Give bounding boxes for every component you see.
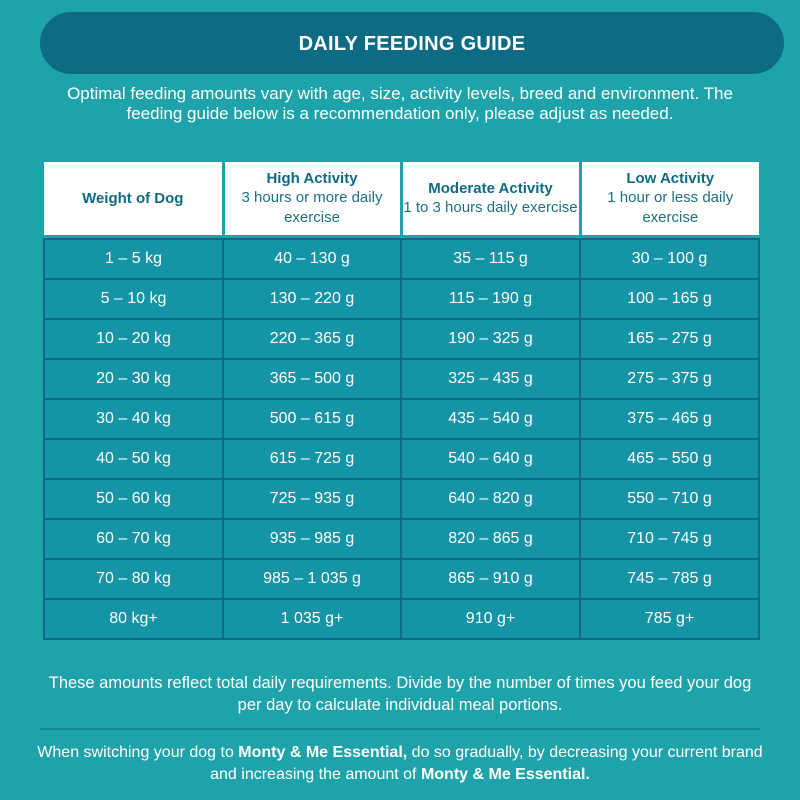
cell-moderate-activity: 640 – 820 g: [401, 479, 580, 519]
cell-high-activity: 985 – 1 035 g: [223, 559, 401, 599]
column-header-subtitle: 3 hours or more daily exercise: [241, 189, 383, 226]
cell-weight: 70 – 80 kg: [44, 559, 223, 599]
cell-low-activity: 275 – 375 g: [580, 359, 759, 399]
cell-high-activity: 615 – 725 g: [223, 439, 401, 479]
cell-moderate-activity: 190 – 325 g: [401, 319, 580, 359]
switching-note-text: do so gradually, by decreasing your current brand and increasing the amount of: [210, 744, 763, 783]
column-header-title: Low Activity: [626, 170, 715, 187]
switching-note-text: When switching your dog to: [37, 744, 239, 761]
cell-weight: 20 – 30 kg: [44, 359, 223, 399]
column-header-subtitle: 1 to 3 hours daily exercise: [403, 199, 578, 216]
table-row: [44, 599, 759, 639]
table-row: [44, 519, 759, 559]
cell-high-activity: 500 – 615 g: [223, 399, 401, 439]
cell-moderate-activity: 115 – 190 g: [401, 279, 580, 319]
cell-low-activity: 375 – 465 g: [580, 399, 759, 439]
cell-low-activity: 550 – 710 g: [580, 479, 759, 519]
cell-high-activity: 40 – 130 g: [223, 239, 401, 279]
column-header-weight: [44, 162, 223, 235]
column-header-low-activity: [580, 162, 759, 235]
cell-weight: 60 – 70 kg: [44, 519, 223, 559]
cell-low-activity: 465 – 550 g: [580, 439, 759, 479]
column-header-title: Moderate Activity: [428, 180, 553, 197]
cell-moderate-activity: 910 g+: [401, 599, 580, 639]
column-header-title: High Activity: [266, 170, 358, 187]
brand-name: Monty & Me Essential,: [238, 744, 408, 761]
table-row: [44, 359, 759, 399]
title-banner: [40, 12, 784, 74]
cell-moderate-activity: 540 – 640 g: [401, 439, 580, 479]
cell-high-activity: 220 – 365 g: [223, 319, 401, 359]
feeding-table: [43, 162, 760, 640]
table-row: [44, 239, 759, 279]
cell-low-activity: 30 – 100 g: [580, 239, 759, 279]
cell-high-activity: 725 – 935 g: [223, 479, 401, 519]
page-title: DAILY FEEDING GUIDE: [298, 32, 526, 55]
cell-low-activity: 100 – 165 g: [580, 279, 759, 319]
cell-low-activity: 710 – 745 g: [580, 519, 759, 559]
table-row: [44, 319, 759, 359]
table-row: [44, 279, 759, 319]
cell-weight: 10 – 20 kg: [44, 319, 223, 359]
column-header-moderate-activity: [401, 162, 580, 235]
cell-weight: 80 kg+: [44, 599, 223, 639]
table-row: [44, 439, 759, 479]
cell-high-activity: 130 – 220 g: [223, 279, 401, 319]
cell-low-activity: 165 – 275 g: [580, 319, 759, 359]
cell-weight: 1 – 5 kg: [44, 239, 223, 279]
cell-weight: 40 – 50 kg: [44, 439, 223, 479]
column-header-title: Weight of Dog: [82, 190, 184, 207]
cell-moderate-activity: 35 – 115 g: [401, 239, 580, 279]
cell-high-activity: 935 – 985 g: [223, 519, 401, 559]
intro-text: Optimal feeding amounts vary with age, size, activity levels, breed and environment. The feeding guide below is a recommendation only, please adjust as needed.: [67, 84, 733, 123]
cell-high-activity: 365 – 500 g: [223, 359, 401, 399]
cell-weight: 30 – 40 kg: [44, 399, 223, 439]
daily-requirements-note: These amounts reflect total daily requirements. Divide by the number of times you feed your dog per day to calculate individual meal portions.: [48, 674, 752, 714]
switching-note: [30, 742, 770, 786]
cell-high-activity: 1 035 g+: [223, 599, 401, 639]
cell-low-activity: 745 – 785 g: [580, 559, 759, 599]
table-header-row: [44, 162, 759, 235]
brand-name: Monty & Me Essential.: [420, 766, 590, 783]
table-row: [44, 399, 759, 439]
cell-weight: 5 – 10 kg: [44, 279, 223, 319]
cell-weight: 50 – 60 kg: [44, 479, 223, 519]
table-row: [44, 479, 759, 519]
table-row: [44, 559, 759, 599]
table-body: [44, 235, 759, 639]
cell-moderate-activity: 325 – 435 g: [401, 359, 580, 399]
divider: [40, 728, 760, 730]
cell-low-activity: 785 g+: [580, 599, 759, 639]
column-header-subtitle: 1 hour or less daily exercise: [607, 189, 734, 226]
cell-moderate-activity: 435 – 540 g: [401, 399, 580, 439]
column-header-high-activity: [223, 162, 401, 235]
cell-moderate-activity: 865 – 910 g: [401, 559, 580, 599]
cell-moderate-activity: 820 – 865 g: [401, 519, 580, 559]
